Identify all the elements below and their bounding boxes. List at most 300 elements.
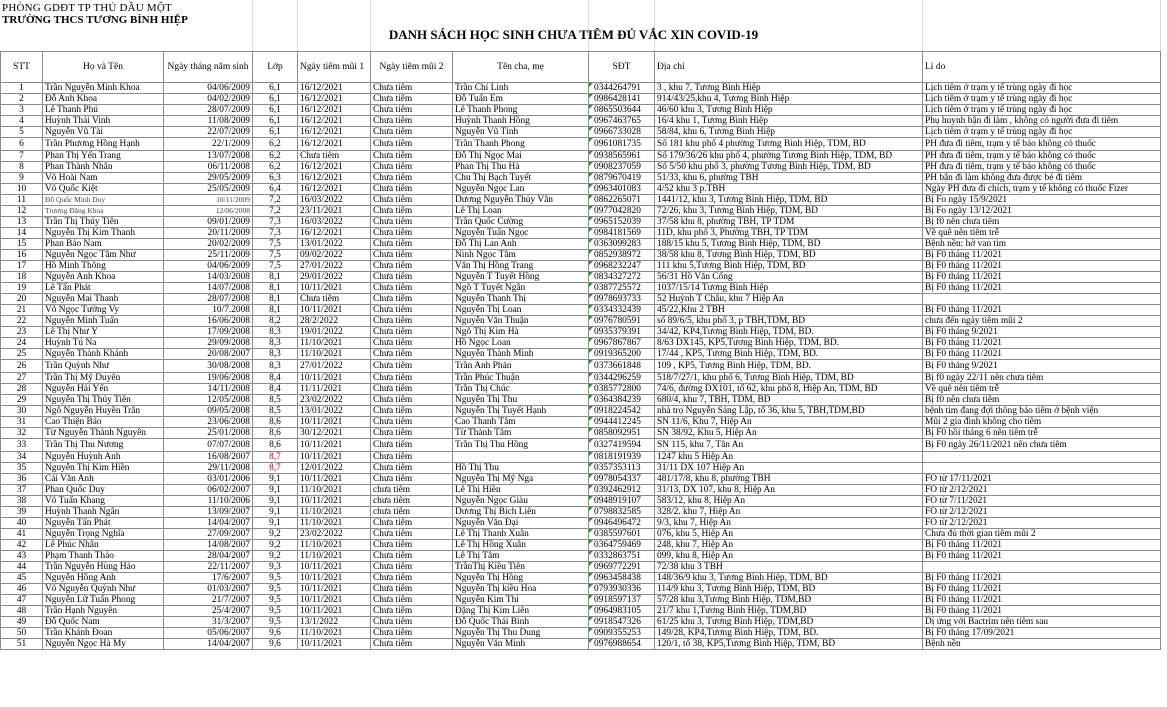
reason-cell[interactable]: Bị Fo ngày 15/9/2021 <box>923 195 1161 206</box>
name-cell[interactable]: Nguyễn Anh Khoa <box>43 272 164 283</box>
reason-cell[interactable]: bệnh tim đang đợi thông báo tiêm ở bệnh viện <box>923 406 1161 417</box>
table-row[interactable] <box>1 195 1161 206</box>
class-cell[interactable]: 9,1 <box>253 474 298 485</box>
dose2-cell[interactable]: Chưa tiêm <box>371 195 453 206</box>
reason-cell[interactable]: Bị F0 tháng 11/2021 <box>923 272 1161 283</box>
class-cell[interactable]: 8,3 <box>253 360 298 373</box>
class-cell[interactable]: 9,1 <box>253 507 298 518</box>
class-cell[interactable]: 8,1 <box>253 272 298 283</box>
name-cell[interactable]: Phan Thành Nhân <box>43 162 164 173</box>
reason-cell[interactable]: Bị F0 tháng 11/2021 <box>923 349 1161 360</box>
phone-cell[interactable]: 0357353113 <box>589 463 655 474</box>
table-row[interactable] <box>1 518 1161 529</box>
dob-cell[interactable]: 14/04/2007 <box>164 518 253 529</box>
stt-cell[interactable]: 35 <box>1 463 43 474</box>
dose2-cell[interactable]: Chưa tiêm <box>371 294 453 305</box>
reason-cell[interactable]: Ngày PH đưa đi chích, trạm y tế không có thuốc Fizer <box>923 184 1161 195</box>
name-cell[interactable]: Phạm Thanh Thảo <box>43 551 164 562</box>
address-cell[interactable]: 114/9 khu 3, Tương Bình Hiệp, TDM, BD <box>655 584 923 595</box>
name-cell[interactable]: Nguyễn Hải Yến <box>43 384 164 395</box>
parent-cell[interactable]: Nguyễn Thanh Thị <box>453 294 589 305</box>
dose2-cell[interactable]: Chưa tiêm <box>371 105 453 116</box>
address-cell[interactable]: 38/58 khu 8, Tương Bình Hiệp, TDM, BD <box>655 250 923 261</box>
name-cell[interactable]: Võ Nguyễn Quỳnh Như <box>43 584 164 595</box>
address-cell[interactable]: 31/11 DX 107 Hiệp An <box>655 463 923 474</box>
dose1-cell[interactable]: 16/12/2021 <box>298 138 371 151</box>
class-cell[interactable]: 9,1 <box>253 518 298 529</box>
dob-cell[interactable]: 12/06/2008 <box>164 206 253 217</box>
dose1-cell[interactable]: 11/10/2021 <box>298 338 371 349</box>
dob-cell[interactable]: 30/08/2008 <box>164 360 253 373</box>
address-cell[interactable]: 37/58 khu 8, phường TBH, TP TDM <box>655 217 923 228</box>
table-row[interactable] <box>1 206 1161 217</box>
name-cell[interactable]: Trần Nguyễn Hùng Hảo <box>43 562 164 573</box>
table-row[interactable] <box>1 294 1161 305</box>
dose1-cell[interactable]: 11/10/2021 <box>298 628 371 639</box>
class-cell[interactable]: 9,1 <box>253 485 298 496</box>
dob-cell[interactable]: 09/01/2009 <box>164 217 253 228</box>
dose2-cell[interactable]: Chưa tiêm <box>371 395 453 406</box>
stt-cell[interactable]: 50 <box>1 628 43 639</box>
dob-cell[interactable]: 14/08/2007 <box>164 540 253 551</box>
stt-cell[interactable]: 2 <box>1 94 43 105</box>
dob-cell[interactable]: 25/01/2008 <box>164 428 253 439</box>
dose2-cell[interactable]: Chưa tiêm <box>371 327 453 338</box>
dose1-cell[interactable]: 12/01/2022 <box>298 463 371 474</box>
stt-cell[interactable]: 29 <box>1 395 43 406</box>
table-row[interactable] <box>1 250 1161 261</box>
dob-cell[interactable]: 14/04/2007 <box>164 639 253 650</box>
parent-cell[interactable]: Nguyễn Thành Minh <box>453 349 589 360</box>
stt-cell[interactable]: 37 <box>1 485 43 496</box>
dose2-cell[interactable]: Chưa tiêm <box>371 217 453 228</box>
phone-cell[interactable]: 0918224542 <box>589 406 655 417</box>
name-cell[interactable]: Võ Ngọc Tường Vy <box>43 305 164 316</box>
table-row[interactable] <box>1 261 1161 272</box>
address-cell[interactable]: 57/28 khu 3,Tương Bình Hiệp, TDM,BD <box>655 595 923 606</box>
reason-cell[interactable] <box>923 294 1161 305</box>
phone-cell[interactable]: 0984181569 <box>589 228 655 239</box>
dose2-cell[interactable]: Chưa tiêm <box>371 628 453 639</box>
dob-cell[interactable]: 21/7/2007 <box>164 595 253 606</box>
col-header-phone[interactable]: SĐT <box>589 52 655 83</box>
address-cell[interactable]: 11D, khu phố 3, Phường TBH, TP TDM <box>655 228 923 239</box>
stt-cell[interactable]: 8 <box>1 162 43 173</box>
dose1-cell[interactable]: 16/12/2021 <box>298 83 371 94</box>
reason-cell[interactable]: Bị F0 tháng 11/2021 <box>923 595 1161 606</box>
stt-cell[interactable]: 28 <box>1 384 43 395</box>
table-row[interactable] <box>1 395 1161 406</box>
table-row[interactable] <box>1 316 1161 327</box>
parent-cell[interactable]: Dương Nguyễn Thủy Vân <box>453 195 589 206</box>
phone-cell[interactable]: 0919365200 <box>589 349 655 360</box>
stt-cell[interactable]: 51 <box>1 639 43 650</box>
table-row[interactable] <box>1 305 1161 316</box>
address-cell[interactable]: 34/42, KP4,Tương Bình Hiệp, TDM, BD. <box>655 327 923 338</box>
parent-cell[interactable]: Lê Thị Tâm <box>453 551 589 562</box>
dose1-cell[interactable]: Chưa tiêm <box>298 151 371 162</box>
dose1-cell[interactable]: 16/12/2021 <box>298 127 371 138</box>
dose2-cell[interactable]: Chưa tiêm <box>371 127 453 138</box>
stt-cell[interactable]: 1 <box>1 83 43 94</box>
phone-cell[interactable]: 0918547326 <box>589 617 655 628</box>
stt-cell[interactable]: 7 <box>1 151 43 162</box>
stt-cell[interactable]: 6 <box>1 138 43 151</box>
dob-cell[interactable]: 10/11/2009 <box>164 195 253 206</box>
phone-cell[interactable]: 0387725572 <box>589 283 655 294</box>
parent-cell[interactable]: Nguyễn Thị Mỹ Nga <box>453 474 589 485</box>
class-cell[interactable]: 8,3 <box>253 349 298 360</box>
dose2-cell[interactable]: Chưa tiêm <box>371 173 453 184</box>
dob-cell[interactable]: 06/11/2008 <box>164 162 253 173</box>
phone-cell[interactable]: 0908237059 <box>589 162 655 173</box>
parent-cell[interactable]: Nguyễn Tuấn Ngọc <box>453 228 589 239</box>
dose2-cell[interactable]: Chưa tiêm <box>371 83 453 94</box>
stt-cell[interactable]: 47 <box>1 595 43 606</box>
dob-cell[interactable]: 14/11/2008 <box>164 384 253 395</box>
dose1-cell[interactable]: 11/10/2021 <box>298 540 371 551</box>
dose1-cell[interactable]: 11/10/2021 <box>298 349 371 360</box>
name-cell[interactable]: Hồ Minh Thông <box>43 261 164 272</box>
dose2-cell[interactable]: Chưa tiêm <box>371 360 453 373</box>
stt-cell[interactable]: 33 <box>1 439 43 452</box>
dob-cell[interactable]: 07/07/2008 <box>164 439 253 452</box>
stt-cell[interactable]: 9 <box>1 173 43 184</box>
phone-cell[interactable]: 0818191939 <box>589 452 655 463</box>
address-cell[interactable]: 8/63 DX145, KP5,Tương Bình Hiệp, TDM, BD. <box>655 338 923 349</box>
name-cell[interactable]: Trần Thị Mỹ Duyên <box>43 373 164 384</box>
parent-cell[interactable]: Trần Thị Chúc <box>453 384 589 395</box>
class-cell[interactable]: 9,1 <box>253 496 298 507</box>
stt-cell[interactable]: 24 <box>1 338 43 349</box>
address-cell[interactable]: 099, khu 8, Hiệp An <box>655 551 923 562</box>
stt-cell[interactable]: 49 <box>1 617 43 628</box>
phone-cell[interactable]: 0963401083 <box>589 184 655 195</box>
dose1-cell[interactable]: 16/12/2021 <box>298 162 371 173</box>
reason-cell[interactable]: Bị f0 nên chưa tiêm <box>923 395 1161 406</box>
parent-cell[interactable]: Nguyễn Văn Thuận <box>453 316 589 327</box>
class-cell[interactable]: 8,6 <box>253 439 298 452</box>
phone-cell[interactable]: 0966733028 <box>589 127 655 138</box>
col-header-name[interactable]: Họ và Tên <box>43 52 164 83</box>
address-cell[interactable]: 72/26, khu 3, Tương Bình Hiệp, TDM, BD <box>655 206 923 217</box>
stt-cell[interactable]: 34 <box>1 452 43 463</box>
table-row[interactable] <box>1 373 1161 384</box>
dob-cell[interactable]: 09/05/2008 <box>164 406 253 417</box>
name-cell[interactable]: Trần Phương Hồng Hạnh <box>43 138 164 151</box>
dose1-cell[interactable]: 10/11/2021 <box>298 439 371 452</box>
reason-cell[interactable]: PH đưa đi tiêm, trạm y tế báo không có thuốc <box>923 138 1161 151</box>
address-cell[interactable]: 46/60 khu 3, Tương Bình Hiệp <box>655 105 923 116</box>
dose1-cell[interactable]: 10/11/2021 <box>298 496 371 507</box>
dose1-cell[interactable]: 11/11/2021 <box>298 384 371 395</box>
table-row[interactable] <box>1 617 1161 628</box>
dose1-cell[interactable]: 23/02/2022 <box>298 395 371 406</box>
table-row[interactable] <box>1 595 1161 606</box>
stt-cell[interactable]: 15 <box>1 239 43 250</box>
dose2-cell[interactable]: Chưa tiêm <box>371 540 453 551</box>
reason-cell[interactable]: PH đưa đi tiêm, trạm y tế báo không có thuốc <box>923 151 1161 162</box>
dose2-cell[interactable]: Chưa tiêm <box>371 261 453 272</box>
stt-cell[interactable]: 5 <box>1 127 43 138</box>
name-cell[interactable]: Lê Thanh Phú <box>43 105 164 116</box>
parent-cell[interactable]: Từ Thành Tâm <box>453 428 589 439</box>
phone-cell[interactable]: 0948919107 <box>589 496 655 507</box>
phone-cell[interactable]: 0834327272 <box>589 272 655 283</box>
name-cell[interactable]: Nguyễn Hồng Anh <box>43 573 164 584</box>
stt-cell[interactable]: 44 <box>1 562 43 573</box>
address-cell[interactable]: 3 , khu 7, Tương Bình Hiệp <box>655 83 923 94</box>
parent-cell[interactable]: Đặng Thị Kim Liên <box>453 606 589 617</box>
class-cell[interactable]: 7,2 <box>253 206 298 217</box>
dose1-cell[interactable]: 11/10/2021 <box>298 507 371 518</box>
dose2-cell[interactable]: Chưa tiêm <box>371 562 453 573</box>
dose1-cell[interactable]: 10/11/2021 <box>298 595 371 606</box>
address-cell[interactable]: 56/31 Hồ Văn Cống <box>655 272 923 283</box>
phone-cell[interactable]: 0385597601 <box>589 529 655 540</box>
parent-cell[interactable]: Nguyễn Kim Thi <box>453 595 589 606</box>
name-cell[interactable]: Võ Tuấn Khang <box>43 496 164 507</box>
address-cell[interactable]: 481/17/8, khu 8, phường TBH <box>655 474 923 485</box>
phone-cell[interactable]: 0327419594 <box>589 439 655 452</box>
name-cell[interactable]: Trần Thị Thu Nương <box>43 439 164 452</box>
dob-cell[interactable]: 20/11/2009 <box>164 228 253 239</box>
reason-cell[interactable]: Bị F0 tháng 17/09/2021 <box>923 628 1161 639</box>
stt-cell[interactable]: 38 <box>1 496 43 507</box>
class-cell[interactable]: 6,4 <box>253 184 298 195</box>
class-cell[interactable]: 9,6 <box>253 628 298 639</box>
reason-cell[interactable]: Lịch tiêm ở trạm y tế trùng ngày đi học <box>923 94 1161 105</box>
class-cell[interactable]: 8,5 <box>253 395 298 406</box>
name-cell[interactable]: Trương Đăng Khoa <box>43 206 164 217</box>
parent-cell[interactable]: Lê Thị Hồng Xuân <box>453 540 589 551</box>
dose1-cell[interactable]: 10/11/2021 <box>298 305 371 316</box>
address-cell[interactable]: 9/3, khu 7, Hiệp An <box>655 518 923 529</box>
class-cell[interactable]: 9,3 <box>253 562 298 573</box>
dose2-cell[interactable]: Chưa tiêm <box>371 338 453 349</box>
dob-cell[interactable]: 10/7.2008 <box>164 305 253 316</box>
class-cell[interactable]: 9,5 <box>253 573 298 584</box>
class-cell[interactable]: 9,5 <box>253 584 298 595</box>
col-header-parent[interactable]: Tên cha, mẹ <box>453 52 589 83</box>
stt-cell[interactable]: 21 <box>1 305 43 316</box>
class-cell[interactable]: 8,6 <box>253 428 298 439</box>
address-cell[interactable]: 328/2. khu 7, Hiệp An <box>655 507 923 518</box>
dose1-cell[interactable]: 16/12/2021 <box>298 94 371 105</box>
name-cell[interactable]: Phan Thị Yến Trang <box>43 151 164 162</box>
dose2-cell[interactable]: Chưa tiêm <box>371 151 453 162</box>
dose2-cell[interactable]: Chưa tiêm <box>371 206 453 217</box>
reason-cell[interactable]: Bị F0 tháng 11/2021 <box>923 584 1161 595</box>
table-row[interactable] <box>1 349 1161 360</box>
dose1-cell[interactable]: 11/10/2021 <box>298 518 371 529</box>
dob-cell[interactable]: 17/09/2008 <box>164 327 253 338</box>
dose2-cell[interactable]: Chưa tiêm <box>371 250 453 261</box>
reason-cell[interactable]: Bị F0 tháng 11/2021 <box>923 305 1161 316</box>
dose2-cell[interactable]: Chưa tiêm <box>371 639 453 650</box>
table-row[interactable] <box>1 83 1161 94</box>
dob-cell[interactable]: 28/04/2007 <box>164 551 253 562</box>
class-cell[interactable]: 8,1 <box>253 294 298 305</box>
dob-cell[interactable]: 04/02/2009 <box>164 94 253 105</box>
name-cell[interactable]: Nguyễn Ngọc Hà My <box>43 639 164 650</box>
address-cell[interactable]: 17/44 , KP5, Tương Bình Hiệp, TDM, BD. <box>655 349 923 360</box>
reason-cell[interactable]: Bị F0 ngày 26/11/2021 nên chưa tiêm <box>923 439 1161 452</box>
dose1-cell[interactable]: 09/02/2022 <box>298 250 371 261</box>
reason-cell[interactable]: Lịch tiêm ở trạm y tế trùng ngày đi học <box>923 105 1161 116</box>
stt-cell[interactable]: 17 <box>1 261 43 272</box>
phone-cell[interactable]: 0976988654 <box>589 639 655 650</box>
table-row[interactable] <box>1 417 1161 428</box>
stt-cell[interactable]: 46 <box>1 584 43 595</box>
dose2-cell[interactable]: Chưa tiêm <box>371 349 453 360</box>
reason-cell[interactable]: Chưa đủ thời gian tiêm mũi 2 <box>923 529 1161 540</box>
stt-cell[interactable]: 25 <box>1 349 43 360</box>
dose2-cell[interactable]: Chưa tiêm <box>371 595 453 606</box>
table-row[interactable] <box>1 327 1161 338</box>
dob-cell[interactable]: 20/08/2007 <box>164 349 253 360</box>
dob-cell[interactable]: 25/11/2009 <box>164 250 253 261</box>
stt-cell[interactable]: 40 <box>1 518 43 529</box>
dose1-cell[interactable]: 29/01/2022 <box>298 272 371 283</box>
dose2-cell[interactable]: Chưa tiêm <box>371 138 453 151</box>
dob-cell[interactable]: 17/6/2007 <box>164 573 253 584</box>
dob-cell[interactable]: 22/11/2007 <box>164 562 253 573</box>
dose2-cell[interactable]: Chưa tiêm <box>371 428 453 439</box>
dob-cell[interactable]: 11/10/2006 <box>164 496 253 507</box>
name-cell[interactable]: Đỗ Quốc Nam <box>43 617 164 628</box>
parent-cell[interactable]: Hồ Ngọc Loan <box>453 338 589 349</box>
address-cell[interactable]: nhà trọ Nguyễn Sáng Lập, tổ 36, khu 5, TBH,TDM,BD <box>655 406 923 417</box>
dose1-cell[interactable]: 13/01/2022 <box>298 239 371 250</box>
table-row[interactable] <box>1 217 1161 228</box>
dob-cell[interactable]: 14/03/2008 <box>164 272 253 283</box>
reason-cell[interactable]: Bị F0 tháng 11/2021 <box>923 573 1161 584</box>
dose1-cell[interactable]: 28/2/2022 <box>298 316 371 327</box>
class-cell[interactable]: 8,5 <box>253 406 298 417</box>
parent-cell[interactable]: Văn Thị Hồng Trang <box>453 261 589 272</box>
class-cell[interactable]: 9,2 <box>253 529 298 540</box>
reason-cell[interactable]: Bị F0 hồi tháng 6 nên tiêm trễ <box>923 428 1161 439</box>
name-cell[interactable]: Huỳnh Thái Vinh <box>43 116 164 127</box>
parent-cell[interactable]: Huỳnh Thanh Hồng <box>453 116 589 127</box>
class-cell[interactable]: 7,5 <box>253 261 298 272</box>
address-cell[interactable]: 111 khu 5,Tương Bình Hiệp, TDM, BD <box>655 261 923 272</box>
parent-cell[interactable]: Nguyễn Vũ Tỉnh <box>453 127 589 138</box>
dob-cell[interactable]: 25/4/2007 <box>164 606 253 617</box>
parent-cell[interactable]: Nguyễn Văn Minh <box>453 639 589 650</box>
address-cell[interactable]: số 89/6/5, khu phố 3, p TBH,TDM, BD <box>655 316 923 327</box>
class-cell[interactable]: 8,3 <box>253 338 298 349</box>
phone-cell[interactable]: 0968232247 <box>589 261 655 272</box>
dob-cell[interactable]: 06/02/2007 <box>164 485 253 496</box>
name-cell[interactable]: Ngô Nguyễn Huyền Trân <box>43 406 164 417</box>
address-cell[interactable]: Số 181 khu phố 4 phường Tương Bình Hiệp, TDM, BD <box>655 138 923 151</box>
address-cell[interactable]: SN 115, khu 7, Tân An <box>655 439 923 452</box>
stt-cell[interactable]: 14 <box>1 228 43 239</box>
table-row[interactable] <box>1 463 1161 474</box>
col-header-address[interactable]: Địa chỉ <box>655 52 923 83</box>
dose1-cell[interactable]: 16/12/2021 <box>298 184 371 195</box>
reason-cell[interactable]: FO từ 7/11/2021 <box>923 496 1161 507</box>
address-cell[interactable]: Số 179/36/26 khu phố 4, phường Tương Bình Hiệp, TDM, BD <box>655 151 923 162</box>
name-cell[interactable]: Nguyễn Lữ Tuấn Phong <box>43 595 164 606</box>
dose2-cell[interactable]: chưa tiêm <box>371 496 453 507</box>
address-cell[interactable]: 58/84, khu 6, Tương Bình Hiệp <box>655 127 923 138</box>
class-cell[interactable]: 7,3 <box>253 217 298 228</box>
phone-cell[interactable]: 0852938972 <box>589 250 655 261</box>
col-header-reason[interactable]: Lí do <box>923 52 1161 83</box>
col-header-dose1[interactable]: Ngày tiêm mũi 1 <box>298 52 371 83</box>
phone-cell[interactable]: 0935379391 <box>589 327 655 338</box>
dose1-cell[interactable]: 13/01/2022 <box>298 406 371 417</box>
name-cell[interactable]: Phan Bảo Nam <box>43 239 164 250</box>
reason-cell[interactable]: Về quê nên tiêm trễ <box>923 384 1161 395</box>
table-row[interactable] <box>1 507 1161 518</box>
dose1-cell[interactable]: 16/12/2021 <box>298 105 371 116</box>
class-cell[interactable]: 8,7 <box>253 452 298 463</box>
name-cell[interactable]: Lê Tấn Phát <box>43 283 164 294</box>
stt-cell[interactable]: 22 <box>1 316 43 327</box>
table-row[interactable] <box>1 452 1161 463</box>
dose2-cell[interactable]: Chưa tiêm <box>371 463 453 474</box>
table-row[interactable] <box>1 439 1161 452</box>
dob-cell[interactable]: 28/07/2009 <box>164 105 253 116</box>
dose2-cell[interactable]: chưa tiêm <box>371 485 453 496</box>
table-row[interactable] <box>1 138 1161 151</box>
parent-cell[interactable]: Cao Thanh Tâm <box>453 417 589 428</box>
class-cell[interactable]: 8,2 <box>253 316 298 327</box>
address-cell[interactable]: SN 38/92, Khu 5, Hiệp An <box>655 428 923 439</box>
dob-cell[interactable]: 29/11/2008 <box>164 463 253 474</box>
class-cell[interactable]: 6,1 <box>253 83 298 94</box>
phone-cell[interactable]: 0909355253 <box>589 628 655 639</box>
address-cell[interactable]: 680/4, khu 7, TBH, TDM, BD <box>655 395 923 406</box>
class-cell[interactable]: 7,2 <box>253 195 298 206</box>
parent-cell[interactable]: Nguyễn Văn Đại <box>453 518 589 529</box>
address-cell[interactable]: 31/13, DX 107, khu 8, Hiệp An <box>655 485 923 496</box>
reason-cell[interactable]: Bị f0 nên chưa tiêm <box>923 217 1161 228</box>
dob-cell[interactable]: 31/3/2007 <box>164 617 253 628</box>
parent-cell[interactable]: Đỗ Thị Lan Anh <box>453 239 589 250</box>
class-cell[interactable]: 9,5 <box>253 595 298 606</box>
phone-cell[interactable]: 0963458438 <box>589 573 655 584</box>
stt-cell[interactable]: 43 <box>1 551 43 562</box>
address-cell[interactable]: 148/36/9 khu 3, Tương Bình Hiệp, TDM, BD <box>655 573 923 584</box>
dose1-cell[interactable]: 16/03/2022 <box>298 217 371 228</box>
phone-cell[interactable]: 0344296259 <box>589 373 655 384</box>
table-row[interactable] <box>1 116 1161 127</box>
stt-cell[interactable]: 12 <box>1 206 43 217</box>
reason-cell[interactable]: Mũi 2 gia đình không cho tiêm <box>923 417 1161 428</box>
class-cell[interactable]: 8,4 <box>253 384 298 395</box>
dose2-cell[interactable]: Chưa tiêm <box>371 529 453 540</box>
table-row[interactable] <box>1 496 1161 507</box>
phone-cell[interactable]: 0879670419 <box>589 173 655 184</box>
dob-cell[interactable]: 05/06/2007 <box>164 628 253 639</box>
address-cell[interactable]: 1037/15/14 Tương Bình Hiệp <box>655 283 923 294</box>
name-cell[interactable]: Nguyễn Thị Kim Hiền <box>43 463 164 474</box>
table-row[interactable] <box>1 105 1161 116</box>
phone-cell[interactable]: 0976780591 <box>589 316 655 327</box>
parent-cell[interactable]: Trần Thanh Phong <box>453 138 589 151</box>
phone-cell[interactable]: 0793930336 <box>589 584 655 595</box>
class-cell[interactable]: 9,5 <box>253 606 298 617</box>
parent-cell[interactable]: Nguyễn Thị Hồng <box>453 573 589 584</box>
address-cell[interactable]: 149/28, KP4,Tương Bình Hiệp, TDM, BD. <box>655 628 923 639</box>
dob-cell[interactable]: 13/07/2008 <box>164 151 253 162</box>
parent-cell[interactable]: Phan Thị Thu Hà <box>453 162 589 173</box>
